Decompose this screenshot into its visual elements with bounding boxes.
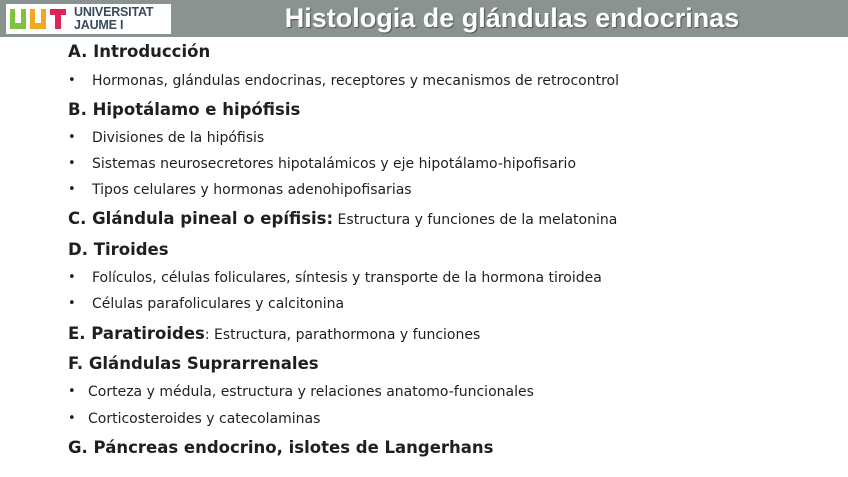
heading-f: F. Glándulas Suprarrenales <box>68 354 319 373</box>
item-text: Tipos celulares y hormonas adenohipofisarias <box>92 182 412 198</box>
bullet-icon: • <box>68 73 76 88</box>
item-text: Hormonas, glándulas endocrinas, receptores y mecanismos de retrocontrol <box>92 73 620 89</box>
item-text: Divisiones de la hipófisis <box>92 130 265 146</box>
slide-title: Histologia de glándulas endocrinas <box>284 3 740 33</box>
section-heading <box>68 324 480 343</box>
section-heading <box>68 209 617 228</box>
item-text: Folículos, células foliculares, síntesis y transporte de la hormona tiroidea <box>92 270 602 286</box>
bullet-icon: • <box>68 270 76 285</box>
item-text: Sistemas neurosecretores hipotalámicos y eje hipotálamo-hipofisario <box>92 156 577 172</box>
item-text: Corteza y médula, estructura y relaciones anatomo-funcionales <box>88 384 534 400</box>
section-heading <box>68 354 319 373</box>
item-text: Células parafoliculares y calcitonina <box>92 296 345 312</box>
item-text: Corticosteroides y catecolaminas <box>88 411 321 427</box>
heading-e-tail: : Estructura, parathormona y funciones <box>204 327 481 343</box>
heading-b: B. Hipotálamo e hipófisis <box>68 100 301 119</box>
logo-line1: UNIVERSITAT <box>74 5 154 19</box>
logo-line2: JAUME I <box>74 17 124 32</box>
bullet-icon: • <box>68 130 76 145</box>
bullet-icon: • <box>68 182 76 197</box>
bullet-icon: • <box>68 296 76 311</box>
section-heading <box>68 240 169 259</box>
heading-e: E. Paratiroides <box>68 324 205 343</box>
section-heading <box>68 42 210 61</box>
heading-g: G. Páncreas endocrino, islotes de Langerhans <box>68 438 494 457</box>
bullet-icon: • <box>68 384 76 399</box>
section-heading <box>68 100 300 119</box>
heading-d: D. Tiroides <box>68 240 169 259</box>
heading-a: A. Introducción <box>68 42 211 61</box>
bullet-icon: • <box>68 411 76 426</box>
bullet-icon: • <box>68 156 76 171</box>
section-heading <box>68 438 494 457</box>
heading-c: C. Glándula pineal o epífisis: <box>68 209 334 228</box>
heading-c-tail: Estructura y funciones de la melatonina <box>333 212 618 228</box>
